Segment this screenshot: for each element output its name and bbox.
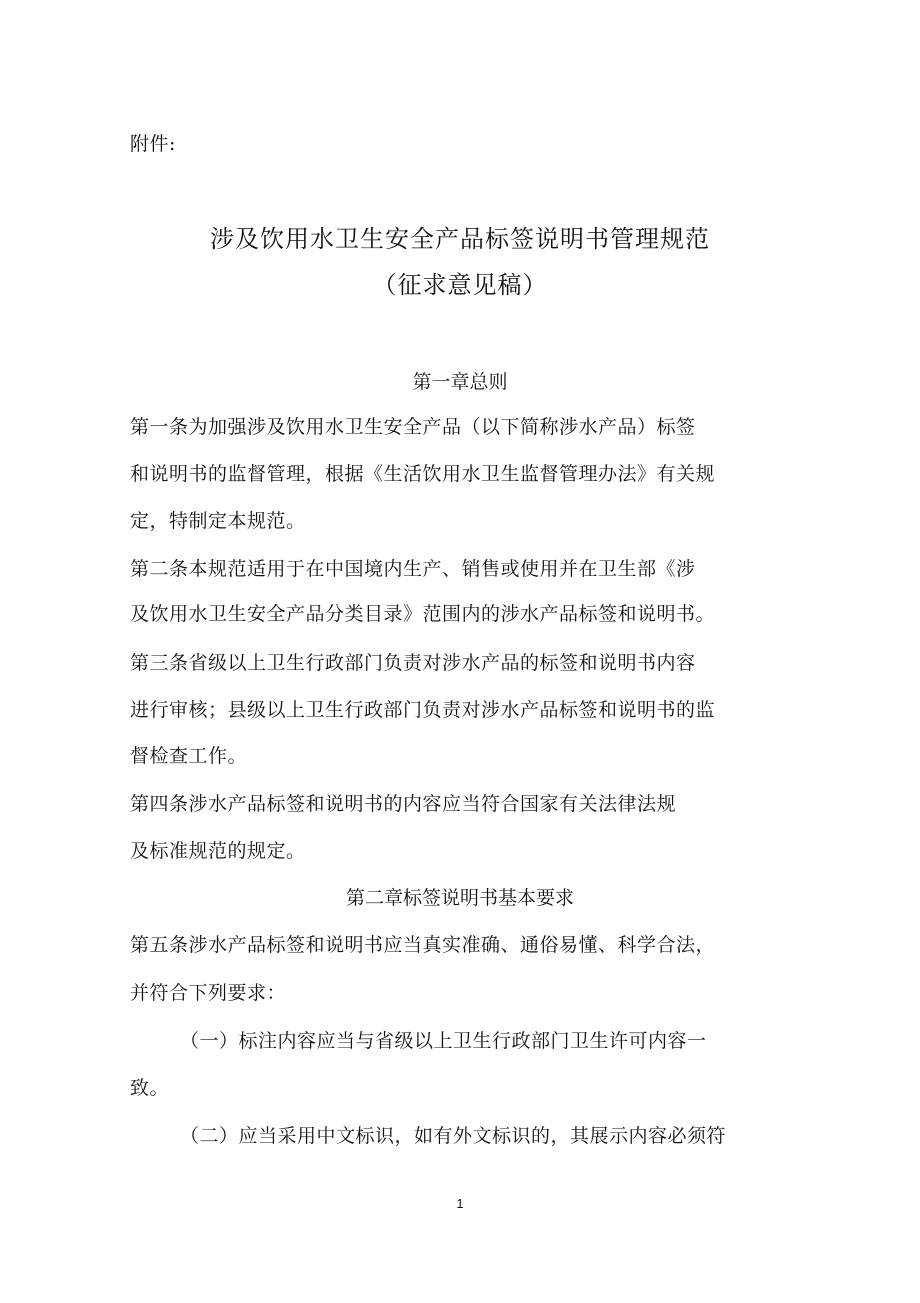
chapter-1-heading: 第一章总则 bbox=[412, 371, 508, 393]
paragraph-line: 和说明书的监督管理，根据《生活饮用水卫生监督管理办法》有关规 bbox=[130, 463, 716, 485]
document-subtitle: （征求意见稿） bbox=[372, 271, 548, 299]
paragraph-line: 督检查工作。 bbox=[130, 745, 248, 767]
paragraph-line: （二）应当采用中文标识，如有外文标识的，其展示内容必须符 bbox=[180, 1125, 727, 1147]
paragraph-line: （一）标注内容应当与省级以上卫生行政部门卫生许可内容一 bbox=[180, 1030, 707, 1052]
attachment-label: 附件: bbox=[130, 133, 176, 155]
paragraph-line: 定，特制定本规范。 bbox=[130, 510, 306, 532]
paragraph-line: 第三条省级以上卫生行政部门负责对涉水产品的标签和说明书内容 bbox=[130, 652, 696, 674]
paragraph-line: 第四条涉水产品标签和说明书的内容应当符合国家有关法律法规 bbox=[130, 793, 677, 815]
paragraph-line: 第五条涉水产品标签和说明书应当真实准确、通俗易懂、科学合法， bbox=[130, 934, 716, 956]
paragraph-line: 致。 bbox=[130, 1077, 170, 1099]
document-title: 涉及饮用水卫生安全产品标签说明书管理规范 bbox=[210, 225, 710, 253]
chapter-2-heading: 第二章标签说明书基本要求 bbox=[345, 887, 574, 909]
page-number: 1 bbox=[456, 1196, 464, 1211]
paragraph-line: 第一条为加强涉及饮用水卫生安全产品（以下简称涉水产品）标签 bbox=[130, 416, 696, 438]
paragraph-line: 及标准规范的规定。 bbox=[130, 840, 306, 862]
paragraph-line: 进行审核；县级以上卫生行政部门负责对涉水产品标签和说明书的监 bbox=[130, 699, 716, 721]
paragraph-line: 并符合下列要求： bbox=[130, 982, 287, 1004]
paragraph-line: 及饮用水卫生安全产品分类目录》范围内的涉水产品标签和说明书。 bbox=[130, 603, 716, 625]
paragraph-line: 第二条本规范适用于在中国境内生产、销售或使用并在卫生部《涉 bbox=[130, 558, 696, 580]
